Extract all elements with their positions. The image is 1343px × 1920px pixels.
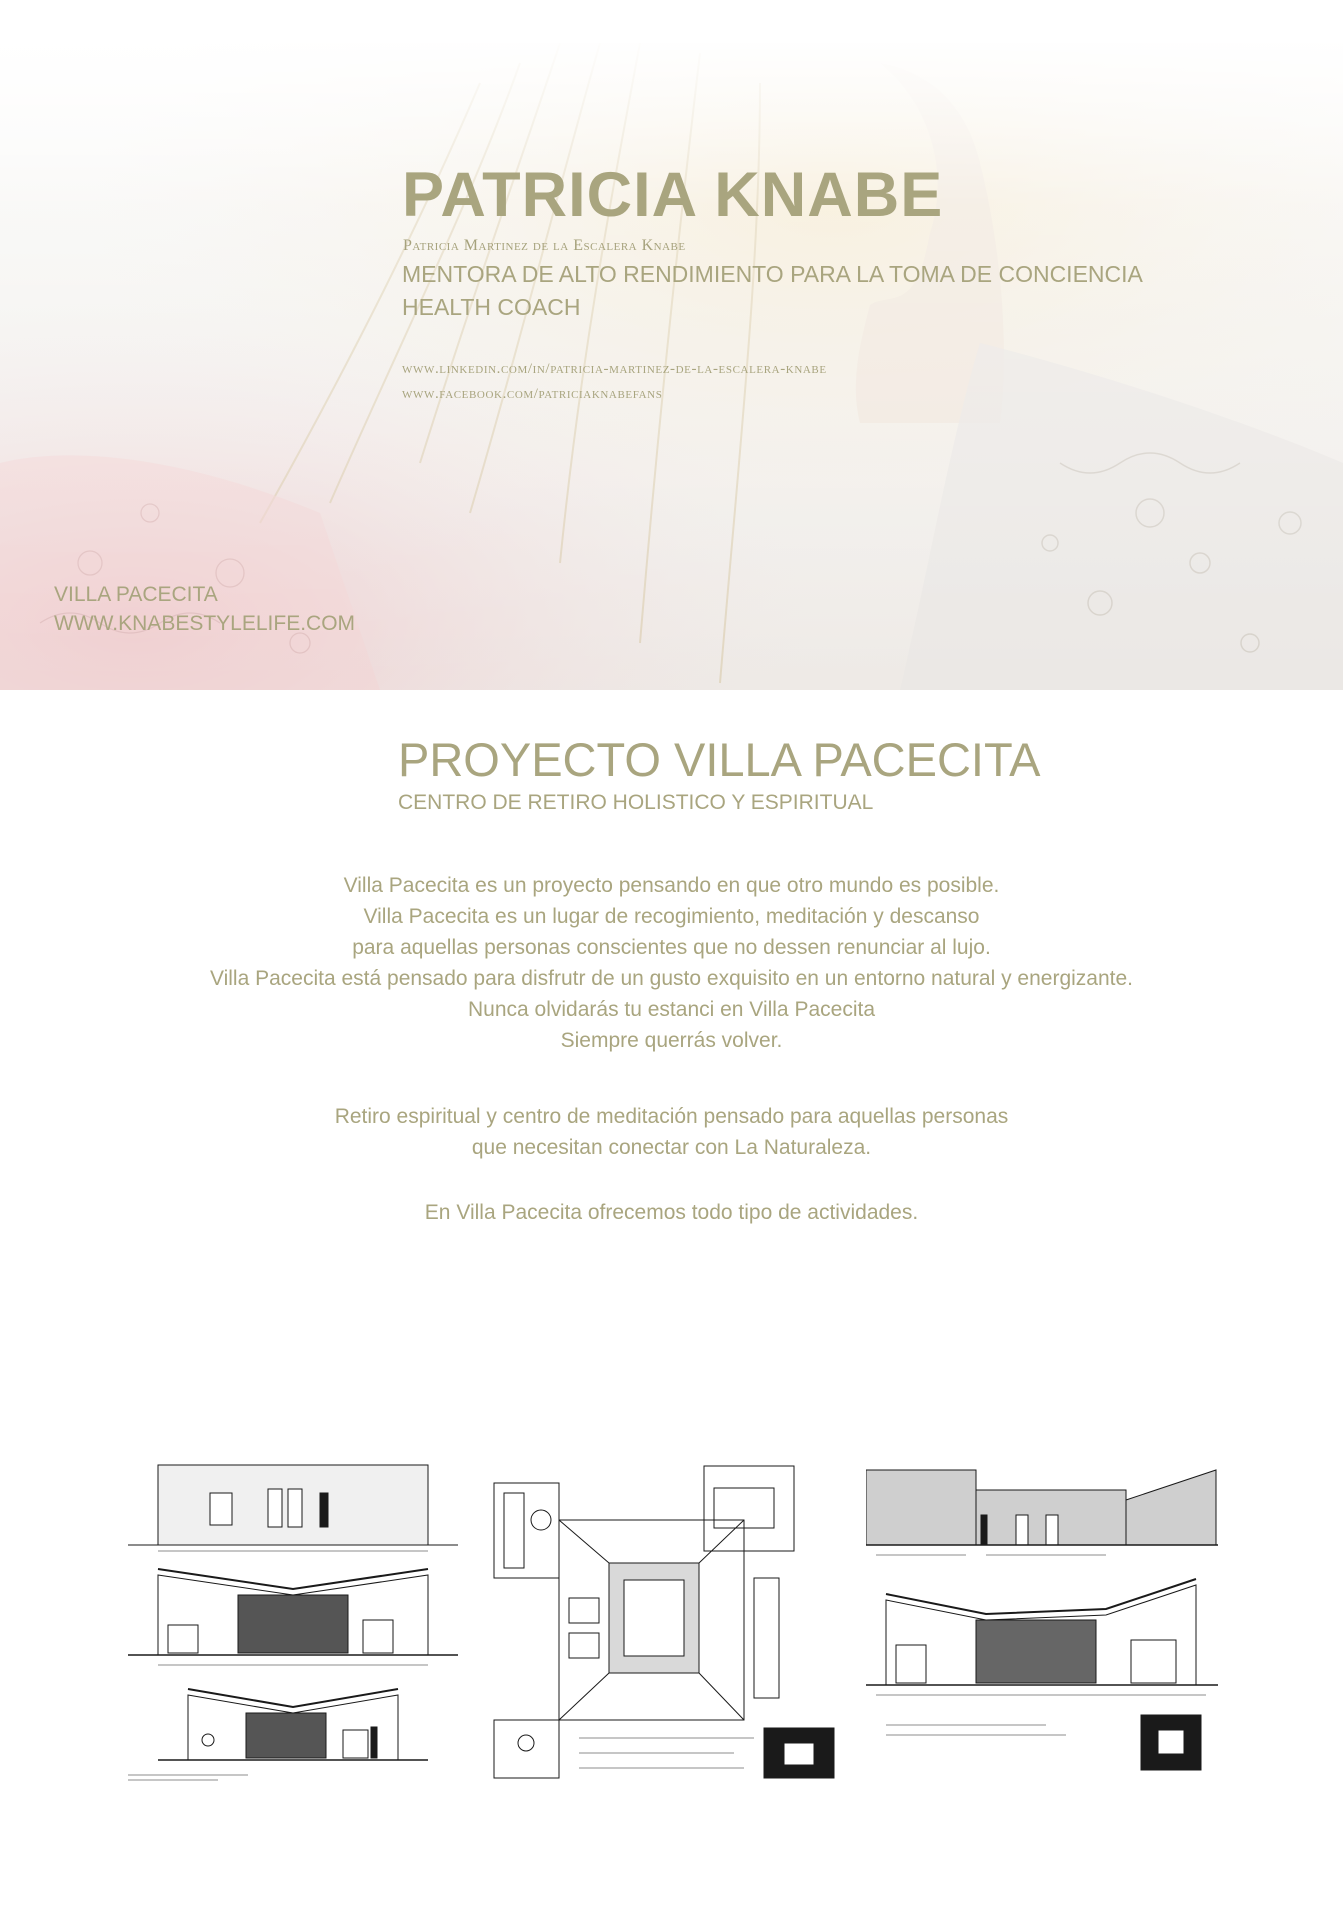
hero-place: VILLA PACECITA — [54, 583, 218, 606]
paragraph-line: En Villa Pacecita ofrecemos todo tipo de actividades. — [424, 1201, 919, 1224]
facade-section-drawing — [866, 1460, 1218, 1780]
elevation-sections-drawing — [128, 1455, 458, 1785]
hero-role: MENTORA DE ALTO RENDIMIENTO PARA LA TOMA DE CONCIENCIA — [402, 261, 1143, 287]
facebook-link[interactable]: www.facebook.com/patriciaknabefans — [402, 386, 663, 402]
paragraph-line: Villa Pacecita es un proyecto pensando en que otro mundo es posible. — [343, 874, 1000, 897]
project-paragraph-1 — [0, 870, 1343, 1056]
hero-full-name: Patricia Martinez de la Escalera Knabe — [403, 237, 686, 254]
project-subtitle: CENTRO DE RETIRO HOLISTICO Y ESPIRITUAL — [398, 791, 874, 814]
paragraph-line: para aquellas personas conscientes que no dessen renunciar al lujo. — [352, 936, 991, 959]
floor-plan-drawing — [484, 1458, 849, 1788]
paragraph-line: Villa Pacecita está pensado para disfrutr de un gusto exquisito en un entorno natural y energizante. — [209, 967, 1134, 990]
website-link[interactable]: WWW.KNABESTYLELIFE.COM — [54, 612, 356, 635]
hero-banner — [0, 43, 1343, 690]
paragraph-line: Villa Pacecita es un lugar de recogimiento, meditación y descanso — [363, 905, 980, 928]
paragraph-line: Retiro espiritual y centro de meditación pensado para aquellas personas — [334, 1105, 1009, 1128]
linkedin-link[interactable]: www.linkedin.com/in/patricia-martinez-de-la-escalera-knabe — [402, 361, 827, 377]
paragraph-line: Siempre querrás volver. — [560, 1029, 783, 1052]
hero-name: PATRICIA KNABE — [402, 160, 944, 230]
paragraph-line: que necesitan conectar con La Naturaleza. — [471, 1136, 872, 1159]
project-paragraph-2 — [0, 1101, 1343, 1163]
project-paragraph-3 — [0, 1197, 1343, 1228]
hero-subtitle: HEALTH COACH — [402, 294, 581, 320]
paragraph-line: Nunca olvidarás tu estanci en Villa Pacecita — [467, 998, 875, 1021]
project-title: PROYECTO VILLA PACECITA — [398, 733, 1041, 786]
